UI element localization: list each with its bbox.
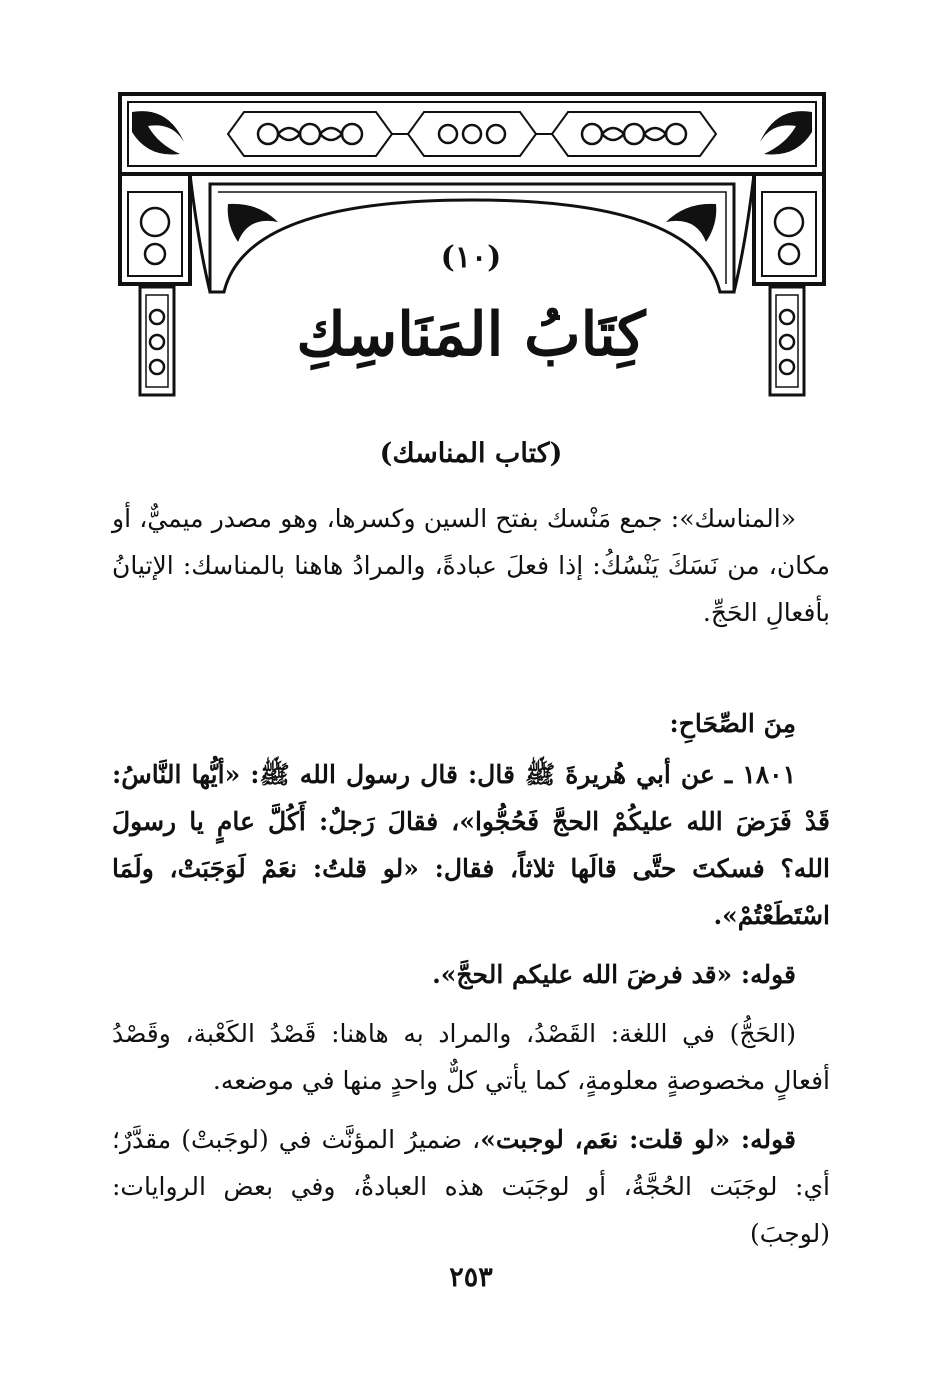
sihah-label: مِنَ الصِّحَاحِ:: [669, 709, 796, 738]
paragraph-definition: «المناسك»: جمع مَنْسك بفتح السين وكسرها، وهو مصدر ميميٌّ، أو مكان، من نَسَكَ يَنْسُكُ: إذا فعلَ عبادةً، والمرادُ هاهنا بالمناسك: الإتيانُ بأفعالِ الحَجِّ.: [112, 504, 830, 627]
spacer: [112, 648, 830, 700]
page-number: ٢٥٣: [449, 1262, 493, 1293]
chapter-number: (١٠): [440, 240, 502, 275]
qawluhu-heading-1: قوله: «قد فرضَ الله عليكم الحجَّ».: [432, 960, 796, 989]
hadith-text: ١٨٠١ ـ عن أبي هُريرةَ ﷺ قال: قال رسول الله ﷺ: «أيُّها النَّاسُ: قَدْ فَرَضَ الله عليكُمْ الحجَّ فَحُجُّوا»، فقالَ رَجلٌ: أَكُلَّ عامٍ يا رسولَ الله؟ فسكتَ حتَّى قالَها ثلاثاً، فقال: «لو قلتُ: نعَمْ لَوَجَبَتْ، ولَمَا اسْتَطَعْتُمْ».: [112, 760, 830, 930]
paragraph-hajj-definition: (الحَجُّ) في اللغة: القَصْدُ، والمراد به هاهنا: قَصْدُ الكَعْبة، وقَصْدُ أفعالٍ مخصوصةٍ معلومةٍ، كما يأتي كلٌّ واحدٍ منها في موضعه.: [112, 1019, 830, 1095]
chapter-title: كِتَابُ المَنَاسِكِ: [296, 300, 646, 370]
paragraph-lawajabat-text: ، ضميرُ المؤنَّث في (لوجَبتْ) مقدَّرٌ؛ أي: لوجَبَت الحُجَّةُ، أو لوجَبَت هذه العبادةُ، وفي بعض الروايات: (لوجبَ): [112, 1125, 830, 1248]
section-heading: (كتاب المناسك): [379, 438, 563, 469]
page-body: [112, 430, 830, 1269]
paragraph-lawajabat: [112, 1116, 830, 1257]
qawluhu-heading-2: قوله: «لو قلت: نعَم، لوجبت»: [480, 1125, 796, 1154]
